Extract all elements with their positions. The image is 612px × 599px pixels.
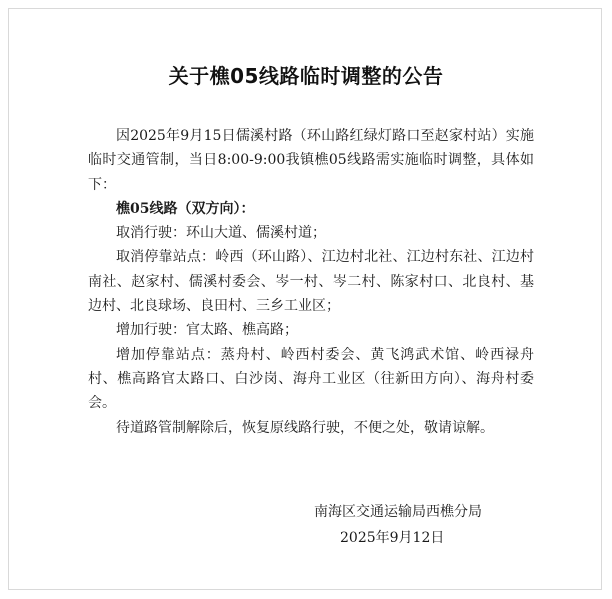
closing-paragraph: 待道路管制解除后，恢复原线路行驶，不便之处，敬请谅解。 (116, 419, 494, 436)
cancel-roads-paragraph: 取消行驶：环山大道、儒溪村道； (116, 225, 326, 242)
route-subheading: 樵05线路（双方向）： (116, 200, 255, 217)
issue-date: 2025年9月12日 (340, 530, 445, 546)
add-stops-paragraph: 增加停靠站点：蒸舟村、岭西村委会、黄飞鸿武术馆、岭西禄舟村、樵高路官太路口、白沙岗、海舟工业区（往新田方向）、海舟村委会。 (88, 346, 534, 412)
notice-title: 关于樵05线路临时调整的公告 (168, 64, 444, 88)
notice-body (88, 124, 534, 440)
cancel-stops-paragraph: 取消停靠站点：岭西（环山路）、江边村北社、江边村东社、江边村南社、赵家村、儒溪村委会、岑一村、岑二村、陈家村口、北良村、基边村、北良球场、良田村、三乡工业区； (88, 249, 534, 315)
issuer-signature: 南海区交通运输局西樵分局 (314, 504, 482, 520)
intro-paragraph: 因2025年9月15日儒溪村路（环山路红绿灯路口至赵家村站）实施临时交通管制，当日8:00-9:00我镇樵05线路需实施临时调整，具体如下： (88, 128, 534, 193)
add-roads-paragraph: 增加行驶：官太路、樵高路； (116, 322, 298, 339)
